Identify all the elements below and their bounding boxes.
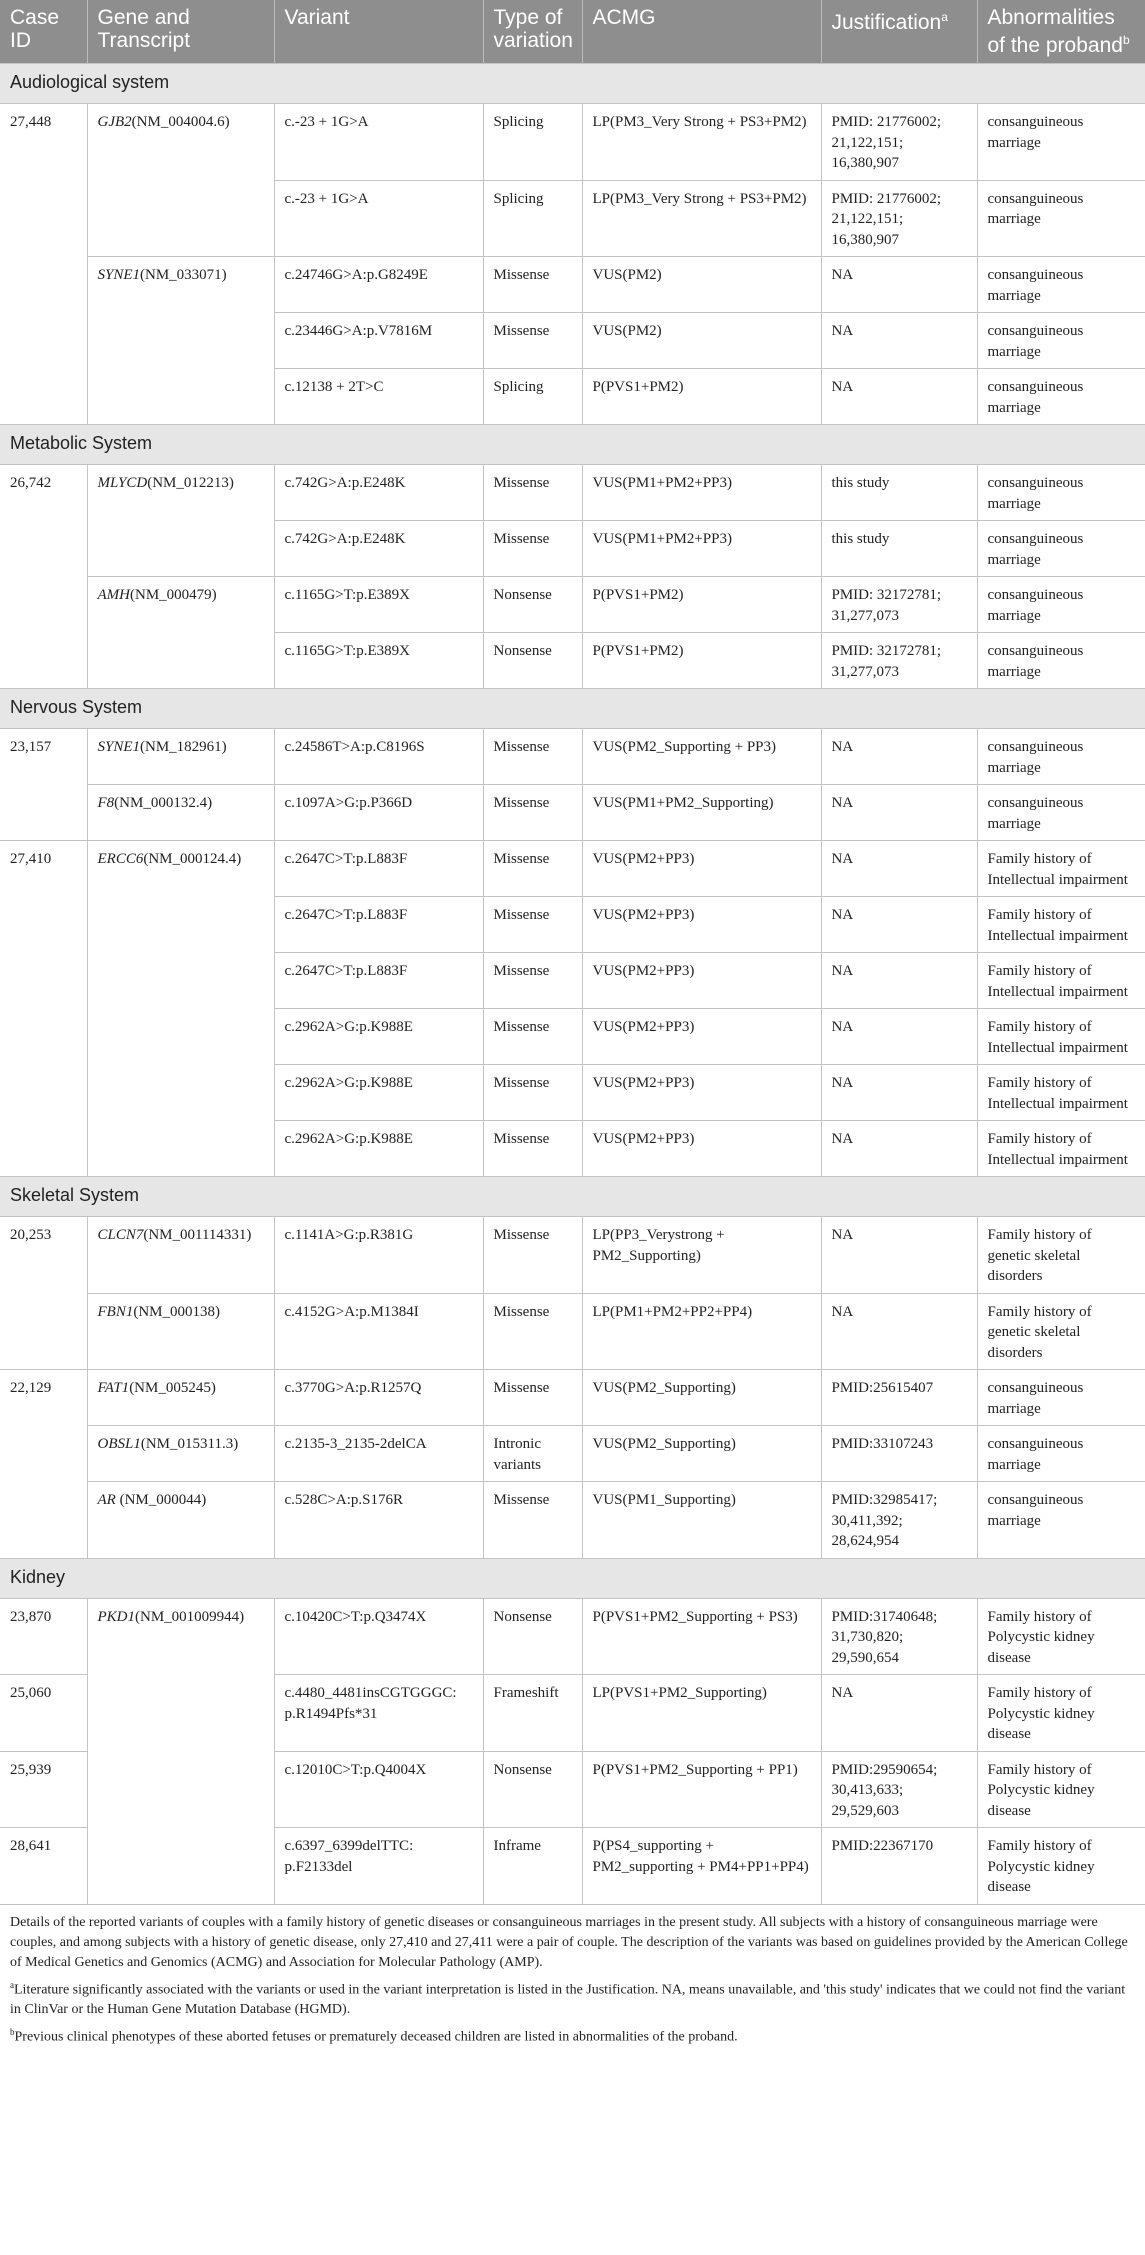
abnormality-cell: Family history of genetic skeletal disorders [977, 1217, 1145, 1294]
justification-cell: PMID:22367170 [821, 1828, 977, 1905]
transcript-id: (NM_001009944) [135, 1608, 245, 1625]
acmg-cell: P(PVS1+PM2) [582, 577, 821, 633]
table-footnotes [0, 1905, 1145, 2048]
justification-cell: PMID: 21776002; 21,122,151; 16,380,907 [821, 180, 977, 257]
acmg-cell: VUS(PM2_Supporting) [582, 1426, 821, 1482]
gene-cell [87, 1598, 274, 1904]
header-gene: Gene and Transcript [87, 0, 274, 64]
abnormality-cell: consanguineous marriage [977, 1426, 1145, 1482]
abnormality-cell: consanguineous marriage [977, 369, 1145, 425]
variant-cell: c.3770G>A:p.R1257Q [274, 1370, 483, 1426]
variation-type-cell: Inframe [483, 1828, 582, 1905]
gene-symbol: ERCC6 [97, 851, 144, 867]
variation-type-cell: Missense [483, 841, 582, 897]
header-abnormalities-sup: b [1122, 33, 1130, 47]
variant-cell: c.1141A>G:p.R381G [274, 1217, 483, 1294]
variation-type-cell: Missense [483, 953, 582, 1009]
gene-cell [87, 1482, 274, 1559]
variation-type-cell: Nonsense [483, 1751, 582, 1828]
variant-cell: c.12010C>T:p.Q4004X [274, 1751, 483, 1828]
header-abnormalities [977, 0, 1145, 64]
acmg-cell: P(PVS1+PM2_Supporting + PP1) [582, 1751, 821, 1828]
table-body [0, 64, 1145, 1905]
variation-type-cell: Missense [483, 1482, 582, 1559]
abnormality-cell: Family history of Polycystic kidney disease [977, 1675, 1145, 1752]
justification-cell: this study [821, 521, 977, 577]
gene-symbol: GJB2 [97, 114, 132, 130]
abnormality-cell: consanguineous marriage [977, 180, 1145, 257]
abnormality-cell: consanguineous marriage [977, 465, 1145, 521]
justification-cell: PMID: 32172781; 31,277,073 [821, 633, 977, 689]
acmg-cell: LP(PM3_Very Strong + PS3+PM2) [582, 180, 821, 257]
variant-cell: c.528C>A:p.S176R [274, 1482, 483, 1559]
justification-cell: PMID: 21776002; 21,122,151; 16,380,907 [821, 104, 977, 181]
section-row [0, 1558, 1145, 1598]
table-row [0, 1293, 1145, 1370]
variation-type-cell: Missense [483, 313, 582, 369]
gene-cell [87, 785, 274, 841]
justification-cell: PMID:29590654; 30,413,633; 29,529,603 [821, 1751, 977, 1828]
gene-cell [87, 1293, 274, 1370]
header-case-id: Case ID [0, 0, 87, 64]
acmg-cell: VUS(PM1+PM2+PP3) [582, 465, 821, 521]
justification-cell: PMID:25615407 [821, 1370, 977, 1426]
table-row [0, 785, 1145, 841]
case-id-cell: 27,448 [0, 104, 87, 425]
variant-cell: c.2962A>G:p.K988E [274, 1009, 483, 1065]
abnormality-cell: Family history of Intellectual impairment [977, 953, 1145, 1009]
header-justification-label: Justification [831, 11, 942, 34]
gene-cell [87, 104, 274, 257]
gene-symbol: F8 [97, 795, 115, 811]
abnormality-cell: consanguineous marriage [977, 104, 1145, 181]
acmg-cell: VUS(PM2_Supporting) [582, 1370, 821, 1426]
variant-cell: c.2962A>G:p.K988E [274, 1121, 483, 1177]
table-row [0, 1370, 1145, 1426]
gene-symbol: PKD1 [97, 1608, 135, 1625]
gene-cell [87, 729, 274, 785]
case-id-cell: 25,060 [0, 1675, 87, 1752]
justification-cell: NA [821, 1121, 977, 1177]
gene-cell [87, 841, 274, 1177]
table-row [0, 1426, 1145, 1482]
variant-cell: c.2962A>G:p.K988E [274, 1065, 483, 1121]
acmg-cell: VUS(PM1_Supporting) [582, 1482, 821, 1559]
variation-type-cell: Splicing [483, 369, 582, 425]
variation-type-cell: Missense [483, 1217, 582, 1294]
acmg-cell: VUS(PM2+PP3) [582, 841, 821, 897]
gene-symbol: AMH [97, 587, 130, 603]
transcript-id: (NM_015311.3) [140, 1436, 239, 1452]
section-title: Metabolic System [0, 425, 1145, 465]
variation-type-cell: Missense [483, 1121, 582, 1177]
header-justification [821, 0, 977, 64]
footnote-a-mark: a [10, 1979, 14, 1990]
case-id-cell: 26,742 [0, 465, 87, 689]
variant-cell: c.4480_4481insCGTGGGC: p.R1494Pfs*31 [274, 1675, 483, 1752]
footnote-b [10, 2022, 1135, 2048]
acmg-cell: VUS(PM2+PP3) [582, 1121, 821, 1177]
justification-cell: NA [821, 841, 977, 897]
table-row [0, 1482, 1145, 1559]
section-row [0, 425, 1145, 465]
acmg-cell: LP(PM1+PM2+PP2+PP4) [582, 1293, 821, 1370]
table-row [0, 577, 1145, 633]
transcript-id: (NM_004004.6) [131, 114, 230, 130]
justification-cell: NA [821, 1217, 977, 1294]
abnormality-cell: consanguineous marriage [977, 633, 1145, 689]
gene-symbol: SYNE1 [97, 267, 141, 283]
section-title: Audiological system [0, 64, 1145, 104]
acmg-cell: VUS(PM2+PP3) [582, 897, 821, 953]
gene-symbol: SYNE1 [97, 739, 141, 755]
gene-symbol: OBSL1 [97, 1436, 141, 1452]
variant-cell: c.10420C>T:p.Q3474X [274, 1598, 483, 1675]
acmg-cell: LP(PM3_Very Strong + PS3+PM2) [582, 104, 821, 181]
variation-type-cell: Missense [483, 1370, 582, 1426]
variant-cell: c.4152G>A:p.M1384I [274, 1293, 483, 1370]
variation-type-cell: Missense [483, 1009, 582, 1065]
abnormality-cell: Family history of Intellectual impairment [977, 1121, 1145, 1177]
section-title: Skeletal System [0, 1177, 1145, 1217]
justification-cell: NA [821, 1009, 977, 1065]
abnormality-cell: consanguineous marriage [977, 1370, 1145, 1426]
variation-type-cell: Intronic variants [483, 1426, 582, 1482]
gene-symbol: FBN1 [97, 1303, 134, 1320]
gene-cell [87, 1370, 274, 1426]
case-id-cell: 25,939 [0, 1751, 87, 1828]
variant-cell: c.1165G>T:p.E389X [274, 633, 483, 689]
variant-cell: c.2135-3_2135-2delCA [274, 1426, 483, 1482]
variant-cell: c.2647C>T:p.L883F [274, 841, 483, 897]
gene-symbol: AR [97, 1492, 116, 1508]
gene-symbol: FAT1 [97, 1380, 130, 1396]
abnormality-cell: consanguineous marriage [977, 577, 1145, 633]
transcript-id: (NM_000138) [133, 1303, 221, 1320]
transcript-id: (NM_000132.4) [114, 795, 213, 811]
transcript-id: (NM_000044) [115, 1492, 207, 1508]
justification-cell: NA [821, 897, 977, 953]
header-acmg: ACMG [582, 0, 821, 64]
transcript-id: (NM_012213) [147, 475, 234, 491]
transcript-id: (NM_000124.4) [143, 851, 242, 867]
acmg-cell: VUS(PM1+PM2_Supporting) [582, 785, 821, 841]
variation-type-cell: Missense [483, 521, 582, 577]
table-row [0, 729, 1145, 785]
header-type: Type of variation [483, 0, 582, 64]
case-id-cell: 22,129 [0, 1370, 87, 1559]
abnormality-cell: Family history of Polycystic kidney disease [977, 1828, 1145, 1905]
justification-cell: NA [821, 785, 977, 841]
variant-cell: c.1097A>G:p.P366D [274, 785, 483, 841]
abnormality-cell: Family history of Intellectual impairment [977, 1065, 1145, 1121]
variation-type-cell: Splicing [483, 180, 582, 257]
section-title: Nervous System [0, 689, 1145, 729]
variant-cell: c.742G>A:p.E248K [274, 521, 483, 577]
variation-type-cell: Missense [483, 257, 582, 313]
acmg-cell: VUS(PM2+PP3) [582, 1009, 821, 1065]
justification-cell: NA [821, 1293, 977, 1370]
variation-type-cell: Missense [483, 729, 582, 785]
acmg-cell: P(PVS1+PM2) [582, 369, 821, 425]
acmg-cell: P(PVS1+PM2) [582, 633, 821, 689]
variation-type-cell: Nonsense [483, 1598, 582, 1675]
header-justification-sup: a [941, 10, 948, 24]
abnormality-cell: consanguineous marriage [977, 729, 1145, 785]
gene-cell [87, 257, 274, 425]
justification-cell: PMID:32985417; 30,411,392; 28,624,954 [821, 1482, 977, 1559]
abnormality-cell: Family history of Polycystic kidney disease [977, 1598, 1145, 1675]
justification-cell: NA [821, 257, 977, 313]
variant-cell: c.12138 + 2T>C [274, 369, 483, 425]
abnormality-cell: consanguineous marriage [977, 521, 1145, 577]
transcript-id: (NM_000479) [130, 587, 217, 603]
justification-cell: PMID:31740648; 31,730,820; 29,590,654 [821, 1598, 977, 1675]
abnormality-cell: consanguineous marriage [977, 1482, 1145, 1559]
variation-type-cell: Nonsense [483, 633, 582, 689]
acmg-cell: LP(PP3_Verystrong + PM2_Supporting) [582, 1217, 821, 1294]
acmg-cell: VUS(PM2+PP3) [582, 1065, 821, 1121]
justification-cell: PMID:33107243 [821, 1426, 977, 1482]
abnormality-cell: Family history of Intellectual impairment [977, 897, 1145, 953]
gene-symbol: CLCN7 [97, 1227, 144, 1243]
transcript-id: (NM_001114331) [143, 1227, 252, 1243]
acmg-cell: P(PVS1+PM2_Supporting + PS3) [582, 1598, 821, 1675]
justification-cell: NA [821, 953, 977, 1009]
table-row [0, 465, 1145, 521]
header-row [0, 0, 1145, 64]
abnormality-cell: consanguineous marriage [977, 313, 1145, 369]
variation-type-cell: Missense [483, 1293, 582, 1370]
case-id-cell: 27,410 [0, 841, 87, 1177]
variant-cell: c.2647C>T:p.L883F [274, 953, 483, 1009]
acmg-cell: VUS(PM2_Supporting + PP3) [582, 729, 821, 785]
footnote-main: Details of the reported variants of couples with a family history of genetic diseases or consanguineous marriages in the present study. All subjects with a history of consanguineous marriage were couples, and among subjects with a history of genetic disease, only 27,410 and 27,411 were a pair of couple. The description of the variants was based on guidelines provided by the American College of Medical Genetics and Genomics (ACMG) and Association for Molecular Pathology (AMP). [10, 1914, 1128, 1970]
justification-cell: PMID: 32172781; 31,277,073 [821, 577, 977, 633]
variation-type-cell: Frameshift [483, 1675, 582, 1752]
variation-type-cell: Missense [483, 785, 582, 841]
table-row [0, 1217, 1145, 1294]
justification-cell: NA [821, 1675, 977, 1752]
variant-cell: c.-23 + 1G>A [274, 180, 483, 257]
justification-cell: NA [821, 729, 977, 785]
transcript-id: (NM_005245) [129, 1380, 216, 1396]
variant-cell: c.742G>A:p.E248K [274, 465, 483, 521]
variant-cell: c.6397_6399delTTC: p.F2133del [274, 1828, 483, 1905]
section-title: Kidney [0, 1558, 1145, 1598]
transcript-id: (NM_182961) [140, 739, 227, 755]
variation-type-cell: Splicing [483, 104, 582, 181]
gene-cell [87, 577, 274, 689]
justification-cell: this study [821, 465, 977, 521]
abnormality-cell: Family history of Polycystic kidney disease [977, 1751, 1145, 1828]
acmg-cell: VUS(PM1+PM2+PP3) [582, 521, 821, 577]
abnormality-cell: consanguineous marriage [977, 257, 1145, 313]
footnote-b-mark: b [10, 2027, 15, 2038]
variant-cell: c.24746G>A:p.G8249E [274, 257, 483, 313]
gene-cell [87, 1217, 274, 1294]
case-id-cell: 20,253 [0, 1217, 87, 1370]
variant-cell: c.24586T>A:p.C8196S [274, 729, 483, 785]
header-abnormalities-label: Abnormalities of the proband [987, 6, 1123, 57]
variation-type-cell: Nonsense [483, 577, 582, 633]
justification-cell: NA [821, 1065, 977, 1121]
variant-cell: c.1165G>T:p.E389X [274, 577, 483, 633]
gene-cell [87, 1426, 274, 1482]
footnote-a [10, 1975, 1135, 2021]
table-row [0, 104, 1145, 181]
variation-type-cell: Missense [483, 897, 582, 953]
acmg-cell: VUS(PM2+PP3) [582, 953, 821, 1009]
table-row [0, 1598, 1145, 1675]
footnote-b-text: Previous clinical phenotypes of these aborted fetuses or prematurely deceased children are listed in abnormalities of the proband. [14, 2029, 738, 2045]
abnormality-cell: Family history of Intellectual impairment [977, 841, 1145, 897]
acmg-cell: VUS(PM2) [582, 257, 821, 313]
acmg-cell: LP(PVS1+PM2_Supporting) [582, 1675, 821, 1752]
gene-symbol: MLYCD [97, 475, 148, 491]
abnormality-cell: Family history of genetic skeletal disorders [977, 1293, 1145, 1370]
case-id-cell: 23,157 [0, 729, 87, 841]
variant-cell: c.2647C>T:p.L883F [274, 897, 483, 953]
section-row [0, 64, 1145, 104]
abnormality-cell: Family history of Intellectual impairment [977, 1009, 1145, 1065]
case-id-cell: 28,641 [0, 1828, 87, 1905]
table-row [0, 841, 1145, 897]
header-variant: Variant [274, 0, 483, 64]
section-row [0, 1177, 1145, 1217]
acmg-cell: P(PS4_supporting + PM2_supporting + PM4+PP1+PP4) [582, 1828, 821, 1905]
table-row [0, 257, 1145, 313]
transcript-id: (NM_033071) [140, 267, 227, 283]
variation-type-cell: Missense [483, 1065, 582, 1121]
variant-cell: c.-23 + 1G>A [274, 104, 483, 181]
section-row [0, 689, 1145, 729]
abnormality-cell: consanguineous marriage [977, 785, 1145, 841]
variation-type-cell: Missense [483, 465, 582, 521]
justification-cell: NA [821, 313, 977, 369]
justification-cell: NA [821, 369, 977, 425]
acmg-cell: VUS(PM2) [582, 313, 821, 369]
gene-cell [87, 465, 274, 577]
case-id-cell: 23,870 [0, 1598, 87, 1675]
variant-cell: c.23446G>A:p.V7816M [274, 313, 483, 369]
footnote-a-text: Literature significantly associated with the variants or used in the variant interpretation is listed in the Justification. NA, means unavailable, and 'this study' indicates that we could not find the variant in ClinVar or the Human Gene Mutation Database (HGMD). [10, 1982, 1126, 2018]
